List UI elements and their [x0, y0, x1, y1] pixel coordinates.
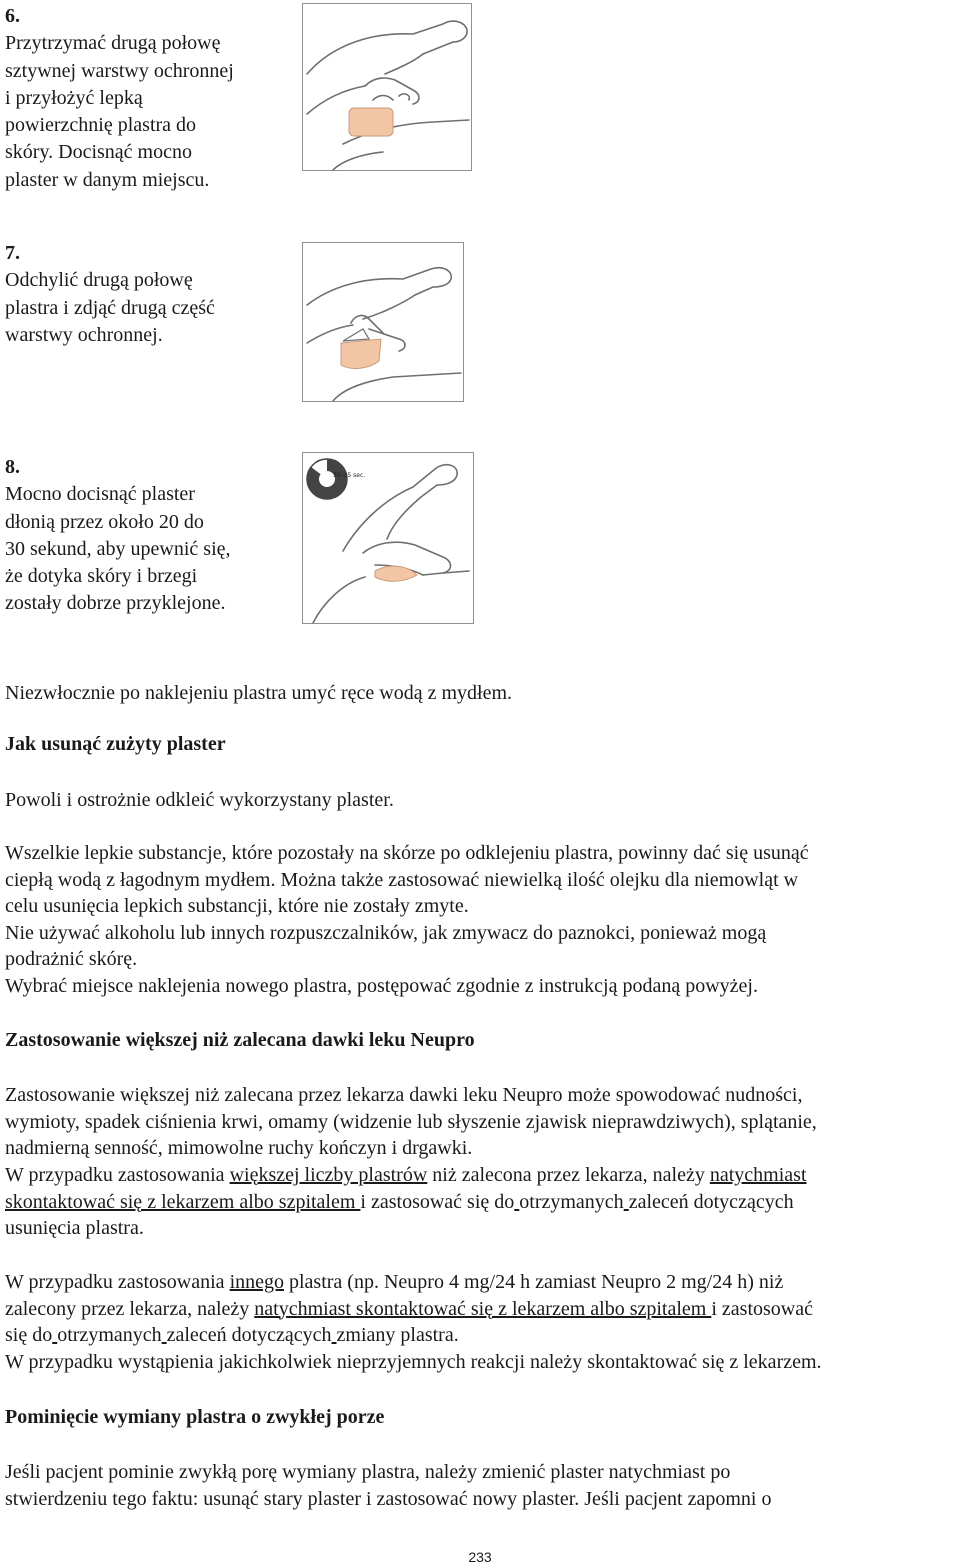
step-text-line: plastra i zdjąć drugą część [5, 296, 215, 319]
wash-note [5, 680, 960, 707]
step-text-line: plaster w danym miejscu. [5, 168, 210, 191]
step-8 [5, 454, 295, 618]
text-run: W przypadku zastosowania [5, 1271, 230, 1293]
paragraph-line [5, 1162, 960, 1189]
text-run: i zastosować [711, 1297, 813, 1320]
page-number: 233 [468, 1549, 492, 1565]
paragraph-line: podrażnić skórę. [5, 948, 138, 971]
step-text-line: dłonią przez około 20 do [5, 510, 204, 533]
underlined-text: większej liczby plastrów [229, 1164, 428, 1186]
step-text-line: 30 sekund, aby upewnić się, [5, 537, 231, 560]
text-run: zaleceń dotyczących [166, 1324, 332, 1347]
step-text-line: sztywnej warstwy ochronnej [5, 59, 234, 82]
paragraph-line: Wybrać miejsce naklejenia nowego plastra, postępować zgodnie z instrukcją podaną powyżej. [5, 974, 758, 997]
section-heading-remove: Jak usunąć zużyty plaster [5, 733, 226, 755]
paragraph-line: Powoli i ostrożnie odkleić wykorzystany plaster. [5, 789, 394, 811]
paragraph-line: wymioty, spadek ciśnienia krwi, omamy (widzenie lub słyszenie zjawisk nieprawdziwych), splątanie, [5, 1110, 817, 1133]
step-text-line: warstwy ochronnej. [5, 323, 163, 346]
paragraph-line [5, 1269, 960, 1296]
text-run: niż zalecona przez lekarza, należy [427, 1164, 710, 1186]
paragraph-line: celu usunięcia lepkich substancji, które nie zostały zmyte. [5, 895, 469, 918]
paragraph-line: ciepłą wodą z łagodnym mydłem. Można także zastosować niewielką ilość olejku dla niemowląt w [5, 868, 799, 891]
paragraph-line: Zastosowanie większej niż zalecana przez lekarza dawki leku Neupro może spowodować nudności, [5, 1084, 803, 1106]
step-text-line: Mocno docisnąć plaster [5, 483, 195, 506]
text-run: plastra (np. Neupro 4 mg/24 h zamiast Neupro 2 mg/24 h) niż [284, 1271, 784, 1293]
section-heading-missed: Pominięcie wymiany plastra o zwykłej porze [5, 1406, 385, 1428]
text-run: otrzymanych [519, 1190, 624, 1213]
missed-paragraph [5, 1459, 960, 1512]
step-text-line: skóry. Docisnąć mocno [5, 141, 192, 164]
paragraph-line: Jeśli pacjent pominie zwykłą porę wymiany plastra, należy zmienić plaster natychmiast po [5, 1461, 731, 1483]
paragraph-line: nadmierną senność, mimowolne ruchy kończyn i drgawki. [5, 1137, 473, 1160]
text-run: się do [5, 1324, 53, 1347]
wash-note-text: Niezwłocznie po naklejeniu plastra umyć ręce wodą z mydłem. [5, 682, 513, 704]
underlined-text: natychmiast [709, 1164, 807, 1186]
text-run: zaleceń dotyczących [628, 1190, 794, 1213]
overdose-paragraph-3 [5, 1269, 960, 1375]
text-run: zmiany plastra. [336, 1324, 459, 1347]
step-number: 6. [5, 5, 20, 27]
underlined-text: skontaktować się z lekarzem albo szpitalem [5, 1190, 361, 1213]
paragraph-line: W przypadku wystąpienia jakichkolwiek nieprzyjemnych reakcji należy skontaktować się z lekarzem. [5, 1350, 822, 1373]
underlined-text: natychmiast skontaktować się z lekarzem albo szpitalem [254, 1297, 712, 1320]
text-run: zalecony przez lekarza, należy [5, 1297, 255, 1320]
step-text-line: i przyłożyć lepką [5, 86, 143, 109]
step-text-line: powierzchnię plastra do [5, 114, 197, 137]
step-text-line: że dotyka skóry i brzegi [5, 565, 198, 588]
step-text-line: zostały dobrze przyklejone. [5, 592, 226, 615]
paragraph-line: Nie używać alkoholu lub innych rozpuszczalników, jak zmywacz do paznokci, ponieważ mogą [5, 921, 767, 944]
paragraph-line: stwierdzeniu tego faktu: usunąć stary plaster i zastosować nowy plaster. Jeśli pacjent zapomni o [5, 1487, 772, 1510]
paragraph-line [5, 1296, 960, 1323]
paragraph-line [5, 1322, 960, 1349]
text-run: otrzymanych [57, 1324, 162, 1347]
paragraph-line: usunięcia plastra. [5, 1217, 144, 1240]
step-6-illustration [302, 3, 472, 171]
step-6 [5, 3, 295, 194]
timer-icon [307, 459, 365, 499]
paragraph-line [5, 1189, 960, 1216]
section-heading-overdose: Zastosowanie większej niż zalecana dawki leku Neupro [5, 1029, 475, 1051]
text-run: i zastosować się do [360, 1190, 515, 1213]
step-7 [5, 240, 295, 349]
step-number: 8. [5, 456, 20, 478]
overdose-paragraph-1 [5, 1082, 960, 1162]
step-8-illustration [302, 452, 474, 624]
step-text-line: Przytrzymać drugą połowę [5, 32, 221, 55]
underlined-text: innego [229, 1271, 284, 1293]
step-7-illustration [302, 242, 464, 402]
remove-paragraph-1 [5, 787, 960, 814]
text-run: W przypadku zastosowania [5, 1164, 230, 1186]
remove-paragraph-2 [5, 840, 960, 1000]
overdose-paragraph-2 [5, 1162, 960, 1242]
timer-label: 30–35 sec. [333, 472, 366, 479]
step-number: 7. [5, 242, 20, 264]
paragraph-line: Wszelkie lepkie substancje, które pozostały na skórze po odklejeniu plastra, powinny dać się usunąć [5, 842, 809, 864]
step-text-line: Odchylić drugą połowę [5, 269, 193, 292]
